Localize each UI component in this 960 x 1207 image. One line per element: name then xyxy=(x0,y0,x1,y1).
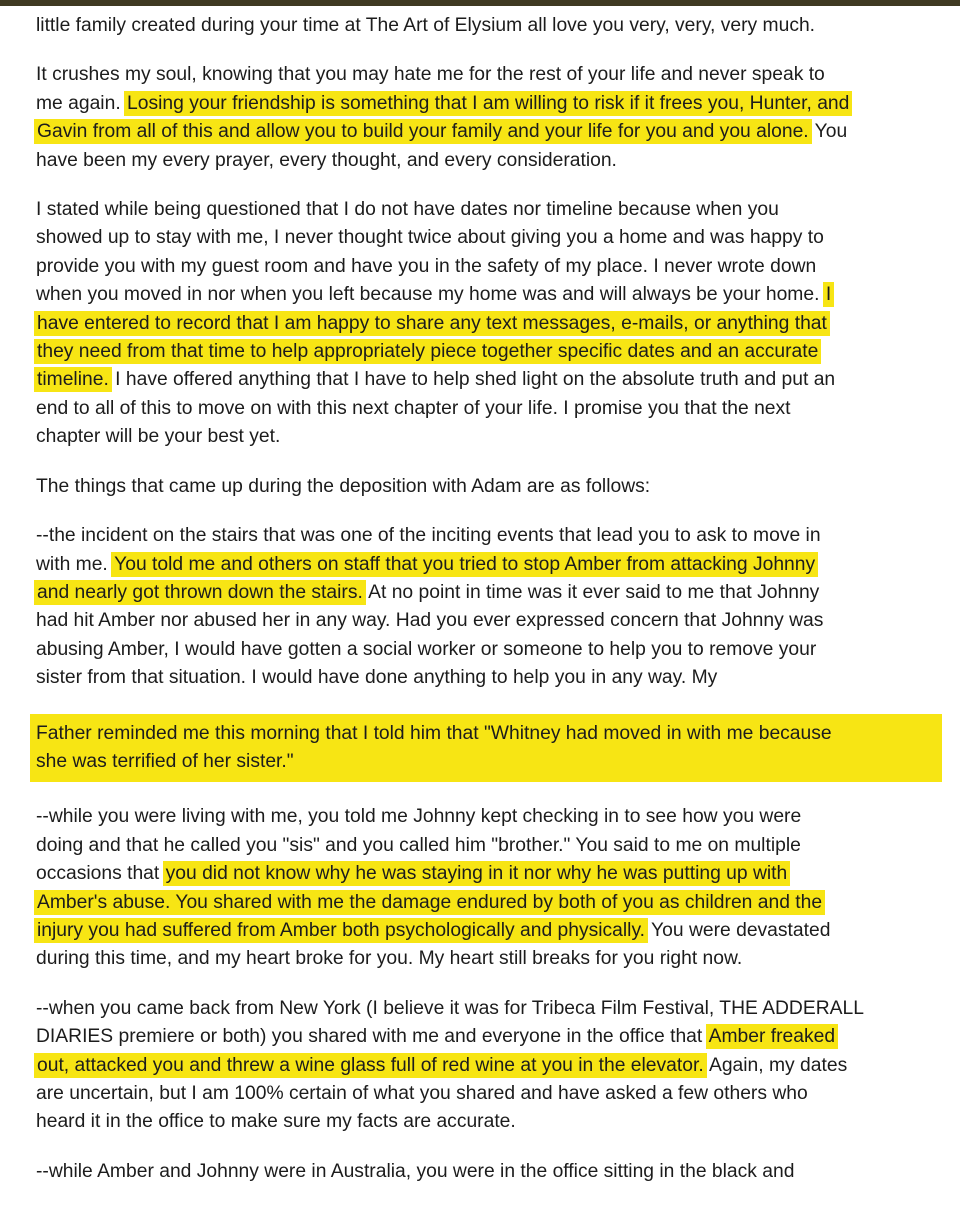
text-line: abusing Amber, I would have gotten a social worker or someone to help you to remove your xyxy=(36,638,817,660)
text-line: provide you with my guest room and have you in the safety of my place. I never wrote down xyxy=(36,255,817,277)
text-segment: occasions that xyxy=(36,863,165,885)
text-line xyxy=(36,860,936,888)
text-segment: You were devastated xyxy=(646,919,831,941)
highlighted-text: you did not know why he was staying in it nor why he was putting up with xyxy=(165,863,788,885)
paragraph-1 xyxy=(36,12,936,40)
text-line: she was terrified of her sister." xyxy=(36,750,294,772)
text-segment: At no point in time was it ever said to me that Johnny xyxy=(363,581,820,603)
text-line: are uncertain, but I am 100% certain of what you shared and have asked a few others who xyxy=(36,1083,808,1104)
text-line xyxy=(36,90,936,118)
text-line: during this time, and my heart broke for you. My heart still breaks for you right now. xyxy=(36,948,743,970)
text-line: showed up to stay with me, I never thought twice about giving you a home and was happy to xyxy=(36,227,824,249)
paragraph-4 xyxy=(36,473,936,501)
text-segment: I have offered anything that I have to help shed light on the absolute truth and put an xyxy=(109,369,836,391)
text-line xyxy=(36,366,936,394)
text-line: --while you were living with me, you told me Johnny kept checking in to see how you were xyxy=(36,806,802,828)
text-segment: You xyxy=(809,121,848,143)
highlighted-text: Gavin from all of this and allow you to build your family and your life for you and you alone. xyxy=(37,121,809,143)
text-line: --when you came back from New York (I believe it was for Tribeca Film Festival, THE ADDERALL xyxy=(36,997,864,1019)
highlighted-text: out, attacked you and threw a wine glass full of red wine at you in the elevator. xyxy=(37,1054,704,1076)
text-line: --the incident on the stairs that was one of the inciting events that lead you to ask to move in xyxy=(36,525,821,547)
text-segment: Again, my dates xyxy=(704,1054,848,1076)
text-line: little family created during your time at The Art of Elysium all love you very, very, very much. xyxy=(36,15,816,36)
text-line xyxy=(36,1023,936,1051)
highlighted-text: Amber's abuse. You shared with me the damage endured by both of you as children and the xyxy=(37,891,823,913)
text-line: have been my every prayer, every thought, and every consideration. xyxy=(36,149,617,171)
text-line xyxy=(36,338,936,366)
highlighted-text: they need from that time to help appropriately piece together specific dates and an accurate xyxy=(37,341,819,363)
highlighted-text: Losing your friendship is something that I am willing to risk if it frees you, Hunter, and xyxy=(127,92,850,114)
text-line xyxy=(36,281,936,309)
text-line xyxy=(36,310,936,338)
text-line: chapter will be your best yet. xyxy=(36,426,281,448)
text-line: sister from that situation. I would have done anything to help you in any way. My xyxy=(36,667,718,689)
highlighted-text: have entered to record that I am happy to share any text messages, e-mails, or anything that xyxy=(37,312,827,334)
highlighted-text: injury you had suffered from Amber both psychologically and physically. xyxy=(37,919,646,941)
highlighted-text: timeline. xyxy=(37,369,109,391)
text-line xyxy=(36,917,936,945)
text-line: It crushes my soul, knowing that you may hate me for the rest of your life and never speak to xyxy=(36,64,825,86)
text-segment: me again. xyxy=(36,92,127,114)
highlighted-text: You told me and others on staff that you tried to stop Amber from attacking Johnny xyxy=(114,553,816,575)
text-line: The things that came up during the deposition with Adam are as follows: xyxy=(36,475,651,497)
highlighted-text: I xyxy=(825,284,832,306)
text-line: had hit Amber nor abused her in any way. Had you ever expressed concern that Johnny was xyxy=(36,610,824,632)
top-border-bar xyxy=(0,0,960,6)
paragraph-2 xyxy=(36,61,936,175)
paragraph-9 xyxy=(36,1158,936,1186)
text-line: doing and that he called you "sis" and you called him "brother." You said to me on multiple xyxy=(36,834,801,856)
paragraph-3 xyxy=(36,196,936,452)
text-line: --while Amber and Johnny were in Australia, you were in the office sitting in the black and xyxy=(36,1160,795,1182)
text-line xyxy=(36,579,936,607)
text-segment: DIARIES premiere or both) you shared with me and everyone in the office that xyxy=(36,1026,708,1048)
text-line xyxy=(36,551,936,579)
text-segment: when you moved in nor when you left because my home was and will always be your home. xyxy=(36,284,825,306)
text-line: I stated while being questioned that I do not have dates nor timeline because when you xyxy=(36,199,779,221)
text-line xyxy=(36,889,936,917)
paragraph-7 xyxy=(36,803,936,973)
highlighted-text: Amber freaked xyxy=(708,1026,836,1048)
text-line: Father reminded me this morning that I told him that "Whitney had moved in with me because xyxy=(36,722,832,744)
highlighted-text: and nearly got thrown down the stairs. xyxy=(37,581,363,603)
text-line: end to all of this to move on with this next chapter of your life. I promise you that the next xyxy=(36,397,791,419)
text-line: heard it in the office to make sure my facts are accurate. xyxy=(36,1111,516,1133)
highlighted-paragraph-6 xyxy=(30,714,942,783)
text-line xyxy=(36,118,936,146)
text-line xyxy=(36,1052,936,1080)
document-page xyxy=(36,12,936,1207)
paragraph-8 xyxy=(36,995,936,1137)
paragraph-5 xyxy=(36,522,936,692)
text-segment: with me. xyxy=(36,553,114,575)
